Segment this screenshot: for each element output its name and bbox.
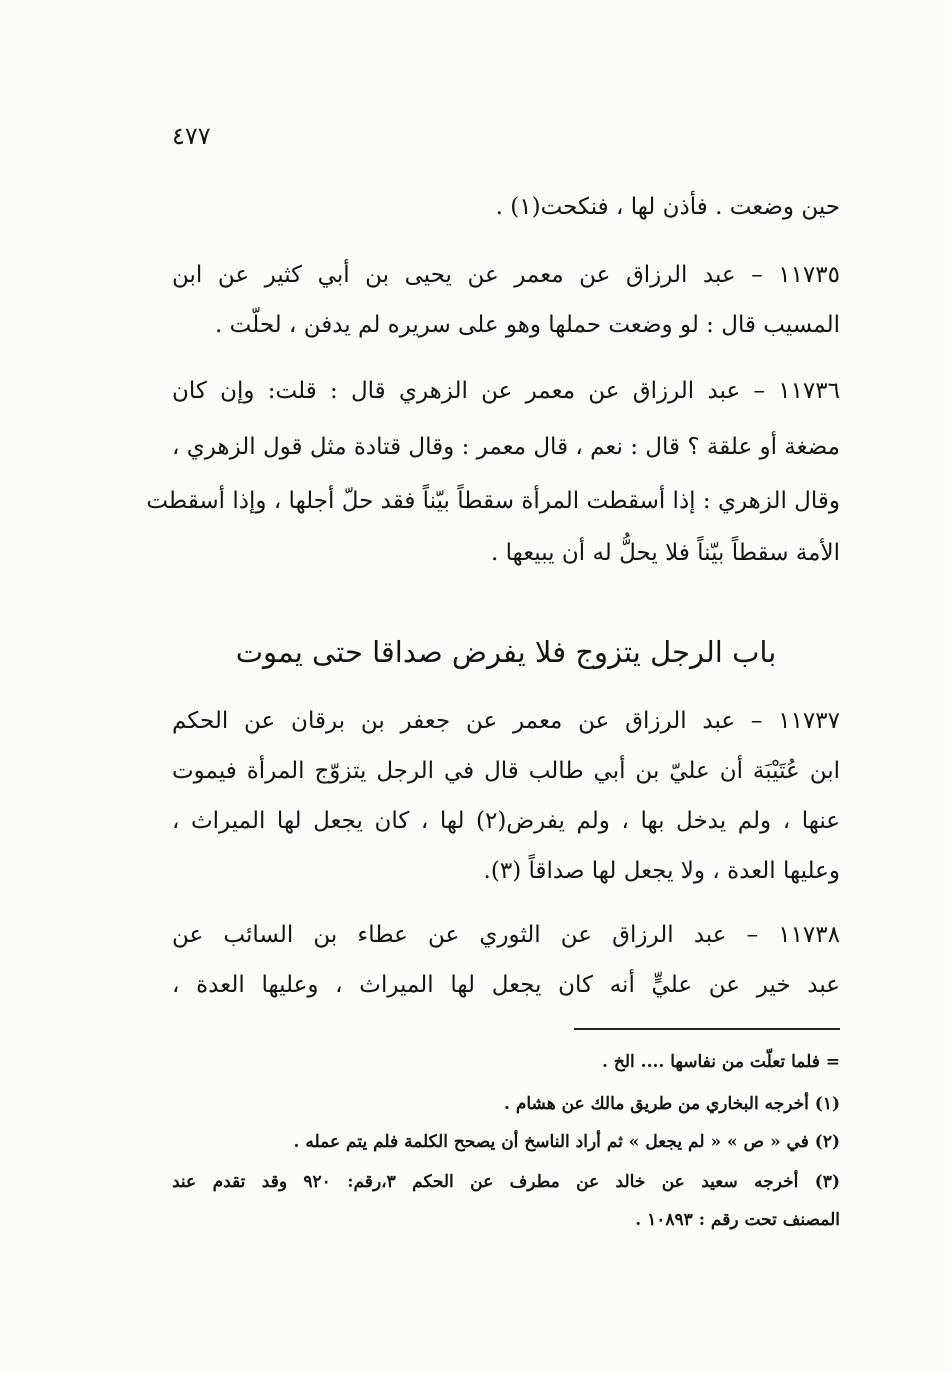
chapter-heading: باب الرجل يتزوج فلا يفرض صداقا حتى يموت	[235, 635, 777, 669]
footnote-2: (٢) في « ص » « لم يجعل » ثم أراد الناسخ أن يصحح الكلمة فلم يتم عمله .	[293, 1132, 840, 1152]
text-line: حين وضعت . فأذن لها ، فنكحت(١) .	[495, 194, 840, 220]
text-line: ١١٧٣٥ – عبد الرزاق عن معمر عن يحيى بن أبي كثير عن ابن	[172, 262, 840, 288]
text-line: ١١٧٣٧ – عبد الرزاق عن معمر عن جعفر بن برقان عن الحكم	[172, 708, 840, 734]
footnote-3-continued: المصنف تحت رقم : ١٠٨٩٣ .	[635, 1210, 840, 1230]
text-line: ١١٧٣٦ – عبد الرزاق عن معمر عن الزهري قال : قلت: وإن كان	[172, 378, 840, 404]
page-number: ٤٧٧	[172, 122, 211, 150]
text-line: الأمة سقطاً بيّناً فلا يحلُّ له أن يبيعها .	[490, 540, 840, 566]
footnote-divider	[574, 1028, 840, 1030]
text-line: مضغة أو علقة ؟ قال : نعم ، قال معمر : وقال قتادة مثل قول الزهري ،	[172, 434, 840, 460]
text-line: المسيب قال : لو وضعت حملها وهو على سريره لم يدفن ، لحلّت .	[215, 312, 840, 338]
footnote-1: (١) أخرجه البخاري من طريق مالك عن هشام .	[503, 1094, 840, 1114]
text-line: عنها ، ولم يدخل بها ، ولم يفرض(٢) لها ، كان يجعل لها الميراث ،	[172, 808, 840, 834]
text-line: عبد خير عن عليٍّ أنه كان يجعل لها الميراث ، وعليها العدة ،	[172, 972, 840, 998]
text-line: وعليها العدة ، ولا يجعل لها صداقاً (٣).	[483, 858, 840, 884]
footnote-continuation: = فلما تعلّت من نفاسها .... الخ .	[602, 1052, 840, 1072]
text-line: ١١٧٣٨ – عبد الرزاق عن الثوري عن عطاء بن السائب عن	[172, 922, 840, 948]
footnote-3: (٣) أخرجه سعيد عن خالد عن مطرف عن الحكم ٣،رقم: ٩٢٠ وقد تقدم عند	[172, 1172, 840, 1192]
text-line: وقال الزهري : إذا أسقطت المرأة سقطاً بيّناً فقد حلّ أجلها ، وإذا أسقطت	[146, 488, 840, 514]
text-line: ابن عُتَيْبَة أن عليّ بن أبي طالب قال في الرجل يتزوّج المرأة فيموت	[172, 758, 840, 784]
